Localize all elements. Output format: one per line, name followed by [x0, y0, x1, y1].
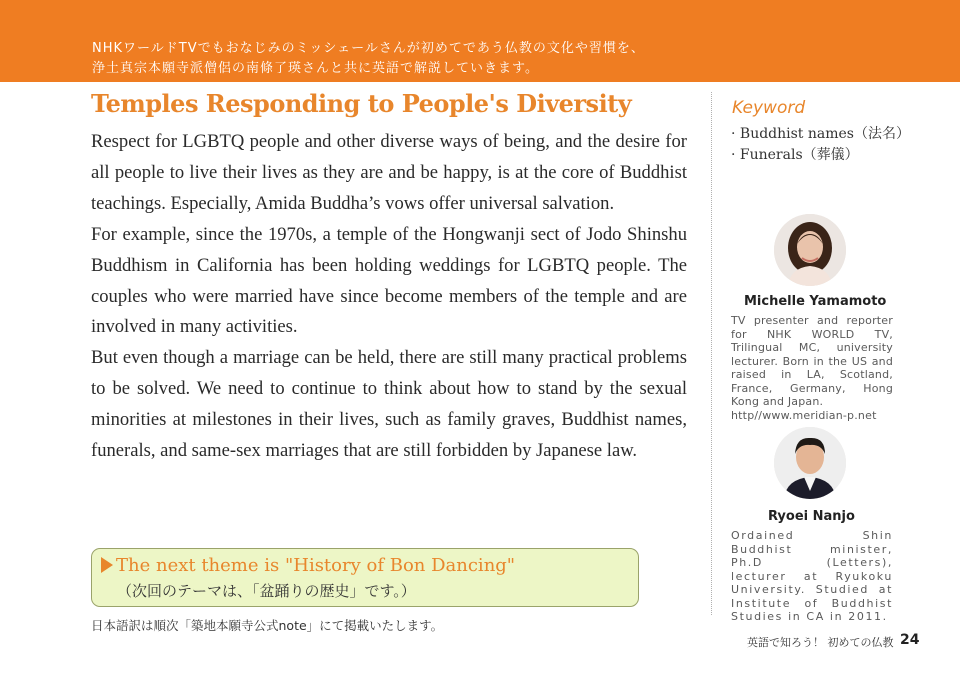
- article-title: Temples Responding to People's Diversity: [91, 89, 632, 118]
- keyword-heading: Keyword: [732, 98, 806, 118]
- person-bio: [731, 314, 893, 422]
- next-theme-subtitle: （次回のテーマは、「盆踊りの歴史」です。）: [117, 582, 416, 600]
- article-paragraph: For example, since the 1970s, a temple of the Hongwanji sect of Jodo Shinshu Buddhism in California has been holding weddings for LGBTQ people. The couples who were married have since become members of the temple and are involved in many activities.: [91, 223, 687, 338]
- person-bio-text: Ordained Shin Buddhist minister, Ph.D (Letters), lecturer at Ryukoku University. Studied at Institute of Buddhist Studies in CA in 2011.: [731, 529, 893, 623]
- article-paragraph: Respect for LGBTQ people and other diverse ways of being, and the desire for all people to live their lives as they are and be happy, is at the core of Buddhist teachings. Especially, Amida Buddha’s vows offer universal salvation.: [91, 131, 687, 214]
- person-website-link[interactable]: http//www.meridian-p.net: [731, 408, 877, 422]
- article-body: [91, 127, 687, 467]
- banner-intro-line-2: 浄土真宗本願寺派僧侶の南條了瑛さんと共に英語で解説していきます。: [92, 61, 539, 76]
- portrait-woman-icon: [774, 214, 846, 286]
- portrait-man-icon: [774, 427, 846, 499]
- keyword-item: · Buddhist names（法名）: [731, 126, 910, 142]
- person-name: Ryoei Nanjo: [768, 509, 855, 524]
- series-title-footer: 英語で知ろう！ 初めての仏教: [747, 636, 894, 649]
- translation-footnote: 日本語訳は順次「築地本願寺公式note」にて掲載いたします。: [91, 618, 444, 633]
- person-bio: [731, 529, 893, 624]
- next-theme-box: [91, 548, 639, 607]
- article-paragraph: But even though a marriage can be held, there are still many practical problems to be solved. We need to continue to think about how to stand by the sexual minorities at milestones in their lives, such as family graves, Buddhist names, funerals, and same-sex marriages that are still forbidden by Japanese law.: [91, 347, 687, 462]
- keyword-item: · Funerals（葬儀）: [731, 147, 859, 163]
- banner-intro-line-1: NHKワールドTVでもおなじみのミッシェールさんが初めてであう仏教の文化や習慣を、: [92, 41, 645, 56]
- next-theme-title: The next theme is "History of Bon Dancing": [116, 555, 516, 576]
- person-bio-text: TV presenter and reporter for NHK WORLD TV, Trilingual MC, university lecturer. Born in the US and raised in LA, Scotland, France, Germany, Hong Kong and Japan.: [731, 314, 893, 408]
- play-arrow-icon: [101, 557, 113, 573]
- column-divider: [711, 92, 712, 615]
- person-name: Michelle Yamamoto: [744, 294, 887, 309]
- page-number: 24: [900, 632, 920, 648]
- top-banner: [0, 0, 960, 82]
